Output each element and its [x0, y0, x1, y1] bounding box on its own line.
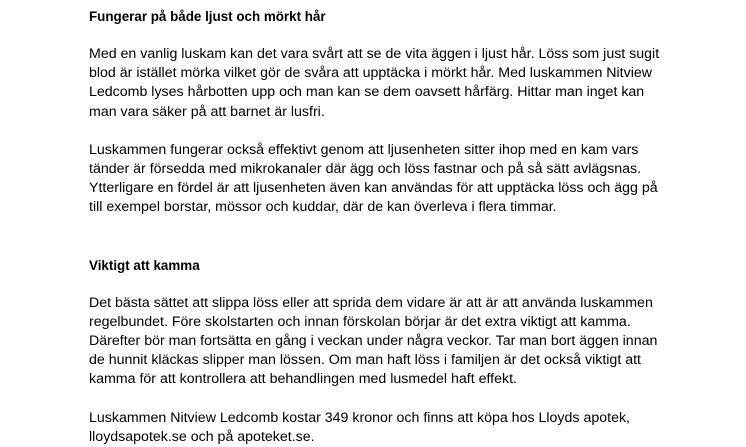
- text-line: lloydsapotek.se och på apoteket.se.: [89, 428, 315, 445]
- text-line: Därefter bör man fortsätta en gång i veckan under några veckor. Tar man bort äggen innan: [89, 333, 658, 350]
- paragraph-combing-routine: [89, 294, 658, 390]
- paragraph-effectiveness: [89, 141, 658, 218]
- spacer: [89, 26, 649, 45]
- text-line: Luskammen fungerar också effektivt genom att ljusenheten sitter ihop med en kam vars: [89, 141, 639, 158]
- text-line: till exempel borstar, mössor och kuddar, där de kan överleva i flera timmar.: [89, 199, 557, 216]
- spacer: [89, 390, 649, 409]
- text-line: Luskammen Nitview Ledcomb kostar 349 kronor och finns att köpa hos Lloyds apotek,: [89, 409, 630, 426]
- text-line: Med en vanlig luskam kan det vara svårt att se de vita äggen i ljust hår. Löss som just sugit: [89, 46, 660, 62]
- section-heading-light-dark-hair: Fungerar på både ljust och mörkt hår: [89, 9, 326, 24]
- text-line: Det bästa sättet att slippa löss eller att sprida dem vidare är att är att använda luskammen: [89, 294, 653, 311]
- spacer: [89, 218, 649, 256]
- text-line: kamma för att kontrollera att behandlingen med lusmedel haft effekt.: [89, 371, 517, 388]
- text-line: tänder är försedda med mikrokanaler där ägg och löss fastnar och på så sätt avlägsnas.: [89, 161, 642, 178]
- text-line: Ledcomb lyses hårbotten upp och man kan se dem oavsett hårfärg. Hittar man inget kan: [89, 84, 645, 101]
- spacer: [89, 122, 649, 141]
- document-body: [89, 7, 660, 447]
- paragraph-price: [89, 409, 649, 447]
- text-line: regelbundet. Före skolstarten och innan förskolan börjar är det extra viktigt att kamma.: [89, 313, 631, 330]
- spacer: [89, 275, 649, 294]
- text-line: man vara säker på att barnet är lusfri.: [89, 103, 325, 120]
- text-line: de hunnit kläckas slipper man lössen. Om man haft löss i familjen är det också viktigt att: [89, 352, 641, 369]
- section-heading-combing: Viktigt att kamma: [89, 257, 200, 273]
- text-line: Ytterligare en fördel är att ljusenheten även kan användas för att upptäcka löss och ägg på: [89, 180, 658, 197]
- text-line: blod är istället mörka vilket gör de svåra att upptäcka i mörkt hår. Med luskammen Nitview: [89, 65, 652, 82]
- paragraph-visibility: [89, 45, 660, 122]
